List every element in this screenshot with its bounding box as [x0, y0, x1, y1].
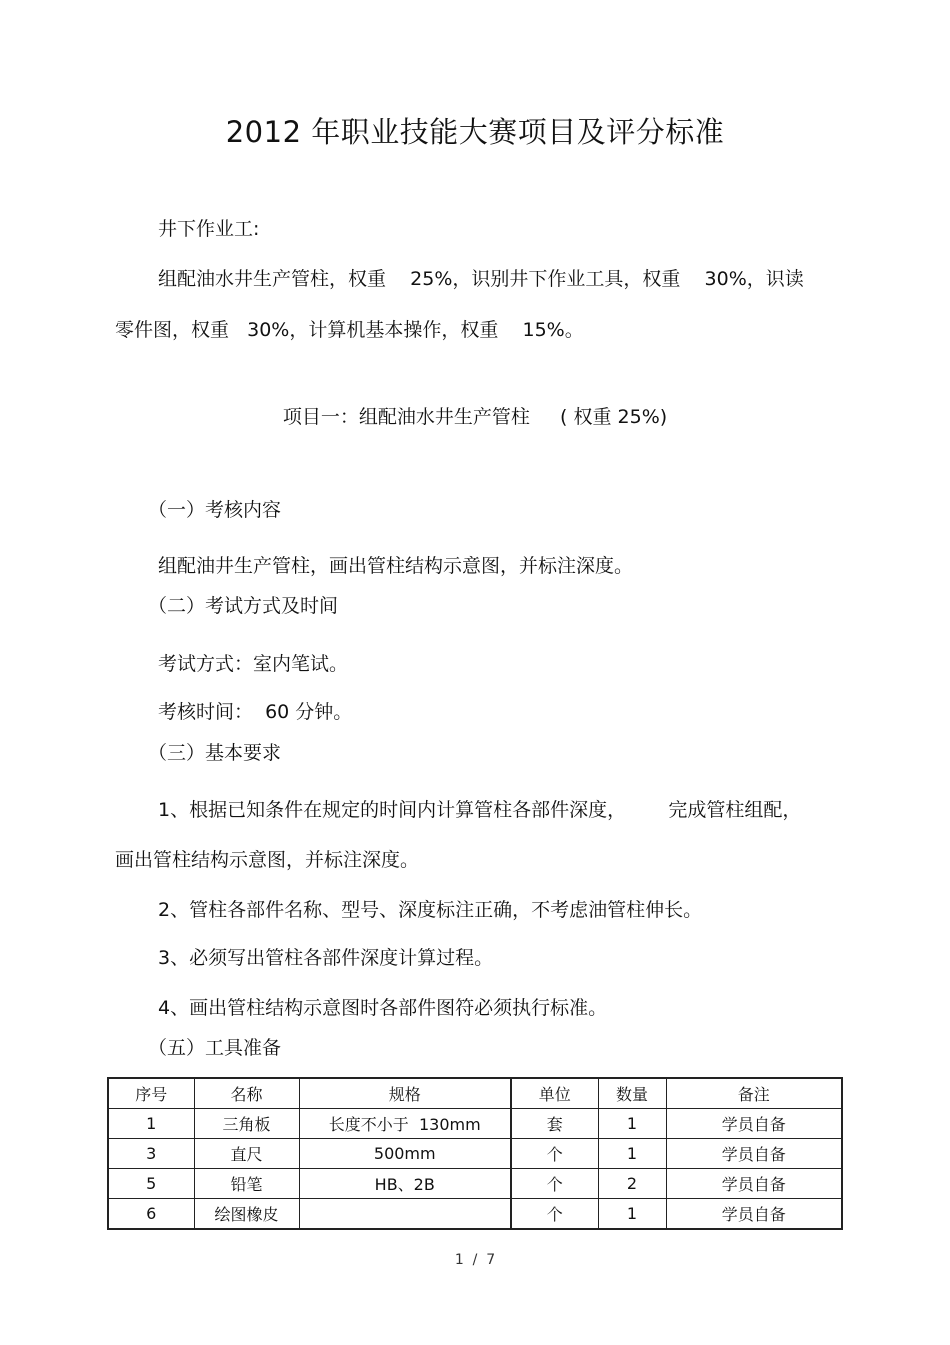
table-cell: 个 — [511, 1139, 598, 1169]
table-cell: 铅笔 — [194, 1169, 299, 1199]
section-2-heading: （二）考试方式及时间 — [148, 595, 339, 617]
table-cell: 学员自备 — [666, 1139, 842, 1169]
section-3-heading: （三）基本要求 — [148, 742, 282, 764]
table-cell: 直尺 — [194, 1139, 299, 1169]
table-cell: 学员自备 — [666, 1109, 842, 1139]
table-cell — [299, 1199, 511, 1230]
intro-line-1: 组配油水井生产管柱，权重 25%，识别井下作业工具，权重 30%，识读 — [158, 268, 804, 290]
document-title: 2012 年职业技能大赛项目及评分标准 — [225, 115, 725, 149]
project-1-heading: 项目一：组配油水井生产管柱 ( 权重 25%) — [282, 406, 668, 428]
table-cell: 3 — [108, 1139, 194, 1169]
header-cell: 规格 — [299, 1078, 511, 1109]
table-cell: 1 — [598, 1199, 666, 1230]
page-number: 1 / 7 — [454, 1252, 496, 1268]
requirement-1-line-2: 画出管柱结构示意图，并标注深度。 — [115, 849, 420, 871]
section-5-heading: （五）工具准备 — [148, 1037, 282, 1059]
table-row — [108, 1139, 842, 1169]
table-cell: HB、2B — [299, 1169, 511, 1199]
table-row — [108, 1199, 842, 1230]
requirement-2: 2、管柱各部件名称、型号、深度标注正确，不考虑油管柱伸长。 — [158, 899, 703, 921]
table-cell: 三角板 — [194, 1109, 299, 1139]
requirement-3: 3、必须写出管柱各部件深度计算过程。 — [158, 947, 494, 969]
table-cell: 学员自备 — [666, 1169, 842, 1199]
section-1-heading: （一）考核内容 — [148, 499, 282, 521]
table-cell: 500mm — [299, 1139, 511, 1169]
table-cell: 学员自备 — [666, 1199, 842, 1230]
header-cell: 序号 — [108, 1078, 194, 1109]
table-cell: 个 — [511, 1199, 598, 1230]
table-cell: 2 — [598, 1169, 666, 1199]
table-cell: 长度不小于 130mm — [299, 1109, 511, 1139]
intro-heading: 井下作业工: — [158, 218, 260, 240]
header-cell: 数量 — [598, 1078, 666, 1109]
table-cell: 6 — [108, 1199, 194, 1230]
table-cell: 5 — [108, 1169, 194, 1199]
header-cell: 备注 — [666, 1078, 842, 1109]
table-cell: 套 — [511, 1109, 598, 1139]
table-header-row — [108, 1078, 842, 1109]
table-cell: 绘图橡皮 — [194, 1199, 299, 1230]
table-row — [108, 1109, 842, 1139]
header-cell: 单位 — [511, 1078, 598, 1109]
table-row — [108, 1169, 842, 1199]
requirement-1-line-1: 1、根据已知条件在规定的时间内计算管柱各部件深度， 完成管柱组配， — [158, 799, 802, 821]
intro-line-2: 零件图，权重 30%，计算机基本操作，权重 15%。 — [115, 319, 584, 341]
table-cell: 1 — [598, 1109, 666, 1139]
requirement-4: 4、画出管柱结构示意图时各部件图符必须执行标准。 — [158, 997, 608, 1019]
section-1-text: 组配油井生产管柱，画出管柱结构示意图，并标注深度。 — [158, 555, 634, 577]
table-cell: 个 — [511, 1169, 598, 1199]
header-cell: 名称 — [194, 1078, 299, 1109]
section-2-time: 考核时间： 60 分钟。 — [158, 701, 353, 723]
table-cell: 1 — [598, 1139, 666, 1169]
section-2-method: 考试方式：室内笔试。 — [158, 653, 349, 675]
table-cell: 1 — [108, 1109, 194, 1139]
tools-table — [107, 1077, 843, 1230]
